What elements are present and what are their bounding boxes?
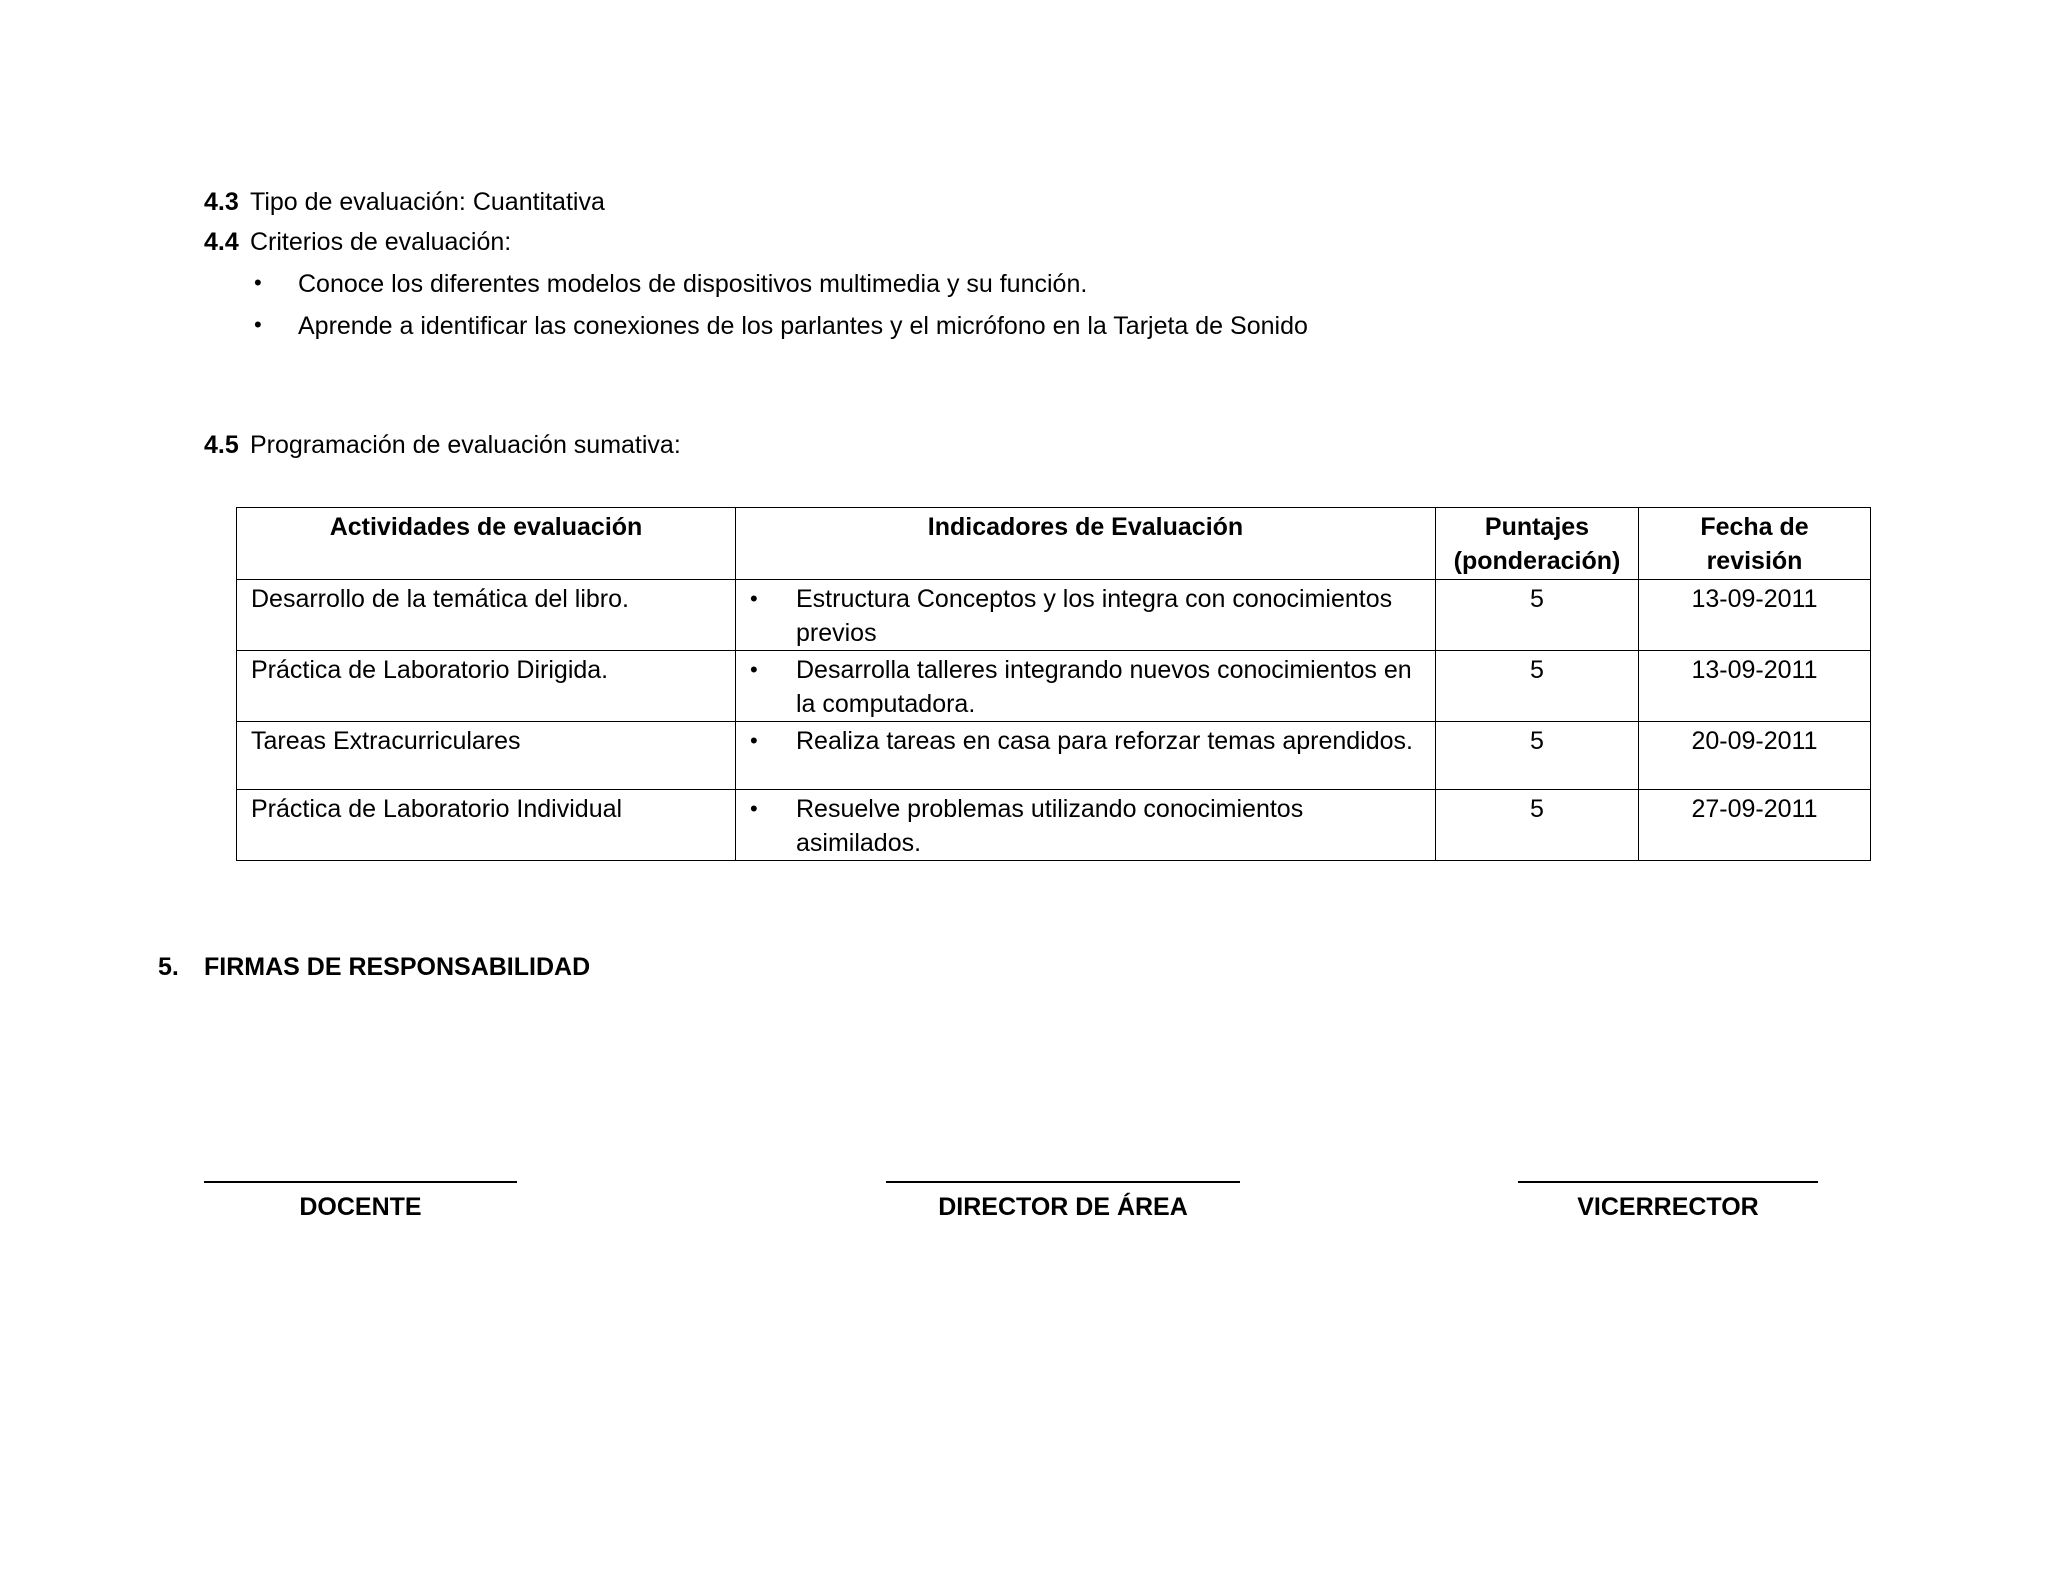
score-cell: 5 bbox=[1436, 790, 1639, 861]
section-number: 4.3 bbox=[204, 188, 239, 216]
activity-cell: Práctica de Laboratorio Dirigida. bbox=[237, 651, 736, 722]
table-row bbox=[237, 651, 1871, 722]
activity-cell: Práctica de Laboratorio Individual bbox=[237, 790, 736, 861]
section-number: 4.5 bbox=[204, 431, 239, 459]
section-4-5 bbox=[204, 430, 681, 460]
table-row bbox=[237, 790, 1871, 861]
header-date-line2: revisión bbox=[1706, 547, 1803, 575]
activity-cell: Tareas Extracurriculares bbox=[237, 722, 736, 790]
bullet-icon: • bbox=[750, 728, 758, 753]
score-cell: 5 bbox=[1436, 580, 1639, 651]
director-signature-line bbox=[886, 1181, 1240, 1183]
bullet-icon: • bbox=[750, 657, 758, 682]
section-number: 4.4 bbox=[204, 228, 239, 256]
bullet-icon: • bbox=[750, 796, 758, 821]
director-label: DIRECTOR DE ÁREA bbox=[938, 1193, 1188, 1221]
indicator-cell bbox=[736, 580, 1436, 651]
evaluation-table bbox=[236, 507, 1871, 861]
activity-cell: Desarrollo de la temática del libro. bbox=[237, 580, 736, 651]
bullet-icon: • bbox=[750, 586, 758, 611]
header-date bbox=[1639, 508, 1871, 580]
table-row bbox=[237, 722, 1871, 790]
table-row bbox=[237, 580, 1871, 651]
section-text: Criterios de evaluación: bbox=[250, 228, 512, 256]
indicator-text: Desarrolla talleres integrando nuevos conocimientos en la computadora. bbox=[796, 656, 1412, 718]
criteria-item: Conoce los diferentes modelos de dispositivos multimedia y su función. bbox=[298, 270, 1088, 298]
criteria-item: Aprende a identificar las conexiones de los parlantes y el micrófono en la Tarjeta de Sonido bbox=[298, 312, 1308, 340]
indicator-cell bbox=[736, 651, 1436, 722]
date-cell: 20-09-2011 bbox=[1639, 722, 1871, 790]
header-scores bbox=[1436, 508, 1639, 580]
date-cell: 27-09-2011 bbox=[1639, 790, 1871, 861]
section-5-heading bbox=[158, 952, 590, 982]
section-text: Programación de evaluación sumativa: bbox=[250, 431, 681, 459]
score-cell: 5 bbox=[1436, 722, 1639, 790]
header-scores-line1: Puntajes bbox=[1484, 513, 1590, 541]
docente-signature-line bbox=[204, 1181, 517, 1183]
bullet-icon: • bbox=[254, 312, 262, 337]
section-number: 5. bbox=[158, 953, 179, 981]
bullet-icon: • bbox=[254, 270, 262, 295]
date-cell: 13-09-2011 bbox=[1639, 651, 1871, 722]
score-cell: 5 bbox=[1436, 651, 1639, 722]
vicerrector-signature-line bbox=[1518, 1181, 1818, 1183]
section-4-3 bbox=[204, 187, 605, 217]
header-indicators: Indicadores de Evaluación bbox=[736, 508, 1436, 580]
vicerrector-label: VICERRECTOR bbox=[1577, 1193, 1759, 1221]
indicator-text: Resuelve problemas utilizando conocimientos asimilados. bbox=[796, 795, 1304, 857]
section-title: FIRMAS DE RESPONSABILIDAD bbox=[204, 953, 591, 981]
indicator-text: Realiza tareas en casa para reforzar temas aprendidos. bbox=[796, 727, 1413, 755]
docente-label: DOCENTE bbox=[299, 1193, 422, 1221]
header-date-line1: Fecha de bbox=[1700, 513, 1809, 541]
section-text: Tipo de evaluación: Cuantitativa bbox=[250, 188, 605, 216]
header-activities: Actividades de evaluación bbox=[237, 508, 736, 580]
indicator-text: Estructura Conceptos y los integra con conocimientos previos bbox=[796, 585, 1393, 647]
date-cell: 13-09-2011 bbox=[1639, 580, 1871, 651]
table-header-row bbox=[237, 508, 1871, 580]
indicator-cell bbox=[736, 722, 1436, 790]
indicator-cell bbox=[736, 790, 1436, 861]
section-4-4 bbox=[204, 227, 511, 257]
header-scores-line2: (ponderación) bbox=[1453, 547, 1621, 575]
